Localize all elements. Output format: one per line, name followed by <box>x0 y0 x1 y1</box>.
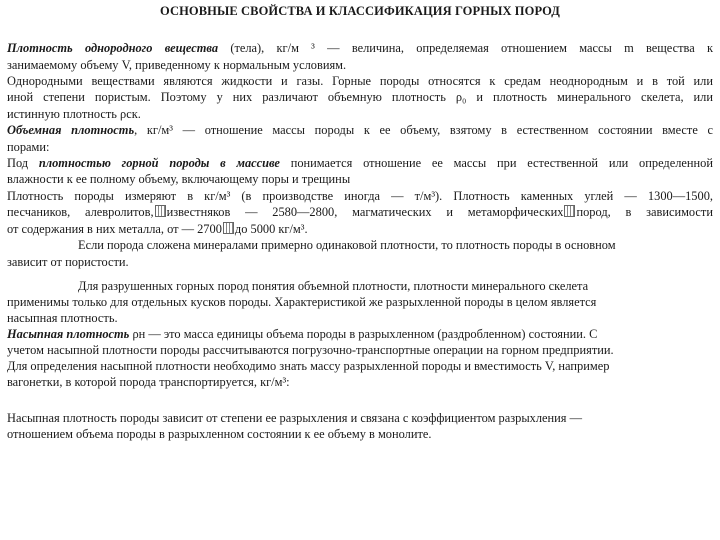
text-fragment: ρн — это масса единицы объема породы в разрыхленном (раздробленном) состоянии. С <box>129 327 598 341</box>
paragraph-line: учетом насыпной плотности породы рассчитываются погрузочно-транспортные операции на горном предприятии. <box>7 343 614 357</box>
paragraph-line: иной степени пористым. Поэтому у них различают объемную плотность ρ₀ и плотность минерального скелета, или <box>7 90 713 104</box>
paragraph-line: зависит от пористости. <box>7 255 129 269</box>
paragraph-line: применимы только для отдельных кусков породы. Характеристикой же разрыхленной породы в целом является <box>7 295 597 309</box>
term-rock-density-in-massif: плотностью горной породы в массиве <box>38 156 280 170</box>
paragraph-line: Плотность породы измеряют в кг/м³ (в производстве иногда — т/м³). Плотность каменных углей — 1300—1500, <box>7 189 713 203</box>
paragraph-line <box>7 40 713 56</box>
paragraph-line <box>7 221 308 237</box>
paragraph-line: насыпная плотность. <box>7 311 118 325</box>
text-fragment: Под <box>7 156 39 170</box>
paragraph-line: Для разрушенных горных пород понятия объемной плотности, плотности минерального скелета <box>78 279 589 293</box>
text-fragment: , кг/м³ — отношение массы породы к ее объему, взятому в естественном состоянии вместе с <box>134 123 713 137</box>
paragraph-line <box>7 204 713 220</box>
paragraph-line <box>7 326 597 342</box>
page-title: ОСНОВНЫЕ СВОЙСТВА И КЛАССИФИКАЦИЯ ГОРНЫХ ПОРОД <box>159 4 561 18</box>
text-fragment: до 5000 кг/м³. <box>234 222 308 236</box>
text-fragment: (тела), кг/м ³ — величина, определяемая отношением массы m вещества к <box>218 41 713 55</box>
text-fragment: от содержания в них металла, от — 2700 <box>7 222 222 236</box>
missing-glyph-icon <box>155 205 166 217</box>
paragraph-line: Однородными веществами являются жидкости и газы. Горные породы относятся к средам неоднородным и в той или <box>7 74 713 88</box>
missing-glyph-icon <box>223 222 234 234</box>
paragraph-line: Насыпная плотность породы зависит от степени ее разрыхления и связана с коэффициентом разрыхления — <box>7 411 582 425</box>
paragraph-line: Если порода сложена минералами примерно одинаковой плотности, то плотность породы в основном <box>78 238 616 252</box>
text-fragment: понимается отношение ее массы при естественной или определенной <box>279 156 713 170</box>
paragraph-line: порами: <box>7 140 50 154</box>
missing-glyph-icon <box>564 205 575 217</box>
paragraph-line <box>7 155 713 171</box>
paragraph-line <box>7 122 713 138</box>
term-loose-density: Насыпная плотность <box>7 327 130 341</box>
paragraph-line: занимаемому объему V, приведенному к нормальным условиям. <box>7 58 347 72</box>
paragraph-line: Для определения насыпной плотности необходимо знать массу разрыхленной породы и вместимость V, например <box>7 359 610 373</box>
paragraph-line: вагонетки, в которой порода транспортируется, кг/м³: <box>7 375 290 389</box>
term-bulk-density: Объемная плотность <box>7 123 135 137</box>
term-homogeneous-density: Плотность однородного вещества <box>7 41 219 55</box>
paragraph-line: отношением объема породы в разрыхленном состоянии к ее объему в монолите. <box>7 427 432 441</box>
text-fragment: пород, в зависимости <box>576 205 713 219</box>
text-fragment: песчаников, алевролитов, <box>7 205 154 219</box>
paragraph-line: истинную плотность ρск. <box>7 107 141 121</box>
paragraph-line: влажности к ее полному объему, включающему поры и трещины <box>7 172 351 186</box>
text-fragment: известняков — 2580—2800, магматических и метаморфических <box>166 205 564 219</box>
